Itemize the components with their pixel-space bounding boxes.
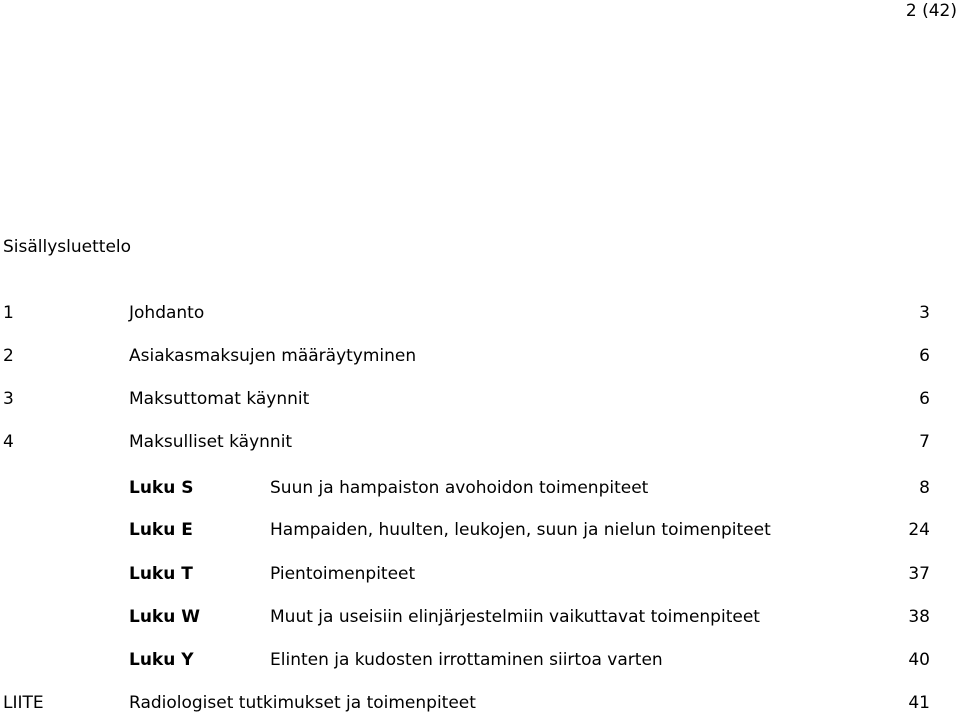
section-page: 24	[908, 520, 930, 540]
section-title: Pientoimenpiteet	[270, 564, 416, 584]
chapter-title: Maksuttomat käynnit	[129, 389, 310, 409]
page-number: 2 (42)	[905, 1, 957, 21]
appendix-label: LIITE	[3, 693, 44, 713]
section-page: 8	[919, 478, 930, 498]
toc-entry-luku-y[interactable]	[0, 649, 960, 671]
toc-heading: Sisällysluettelo	[3, 237, 132, 257]
toc-entry-luku-t[interactable]	[0, 563, 960, 585]
appendix-title: Radiologiset tutkimukset ja toimenpiteet	[129, 693, 476, 713]
chapter-number: 4	[3, 432, 14, 452]
chapter-title: Maksulliset käynnit	[129, 432, 293, 452]
chapter-page: 7	[919, 432, 930, 452]
section-code: Luku W	[129, 607, 201, 627]
section-page: 40	[908, 650, 930, 670]
appendix-page: 41	[908, 693, 930, 713]
section-page: 37	[908, 564, 930, 584]
section-code: Luku E	[129, 520, 193, 540]
chapter-title: Johdanto	[129, 303, 205, 323]
section-code: Luku Y	[129, 650, 194, 670]
section-title: Hampaiden, huulten, leukojen, suun ja nielun toimenpiteet	[270, 520, 771, 540]
toc-entry-luku-s[interactable]	[0, 477, 960, 499]
section-title: Suun ja hampaiston avohoidon toimenpiteet	[270, 478, 649, 498]
toc-entry-chapter-1[interactable]	[0, 302, 960, 324]
toc-entry-luku-w[interactable]	[0, 606, 960, 628]
chapter-number: 3	[3, 389, 14, 409]
section-page: 38	[908, 607, 930, 627]
section-code: Luku T	[129, 564, 193, 584]
toc-entry-chapter-4[interactable]	[0, 431, 960, 453]
section-title: Muut ja useisiin elinjärjestelmiin vaikuttavat toimenpiteet	[270, 607, 760, 627]
toc-entry-chapter-2[interactable]	[0, 345, 960, 367]
chapter-number: 2	[3, 346, 14, 366]
toc-entry-appendix[interactable]	[0, 692, 960, 714]
toc-entry-chapter-3[interactable]	[0, 388, 960, 410]
toc-entry-luku-e[interactable]	[0, 519, 960, 541]
section-title: Elinten ja kudosten irrottaminen siirtoa varten	[270, 650, 663, 670]
chapter-title: Asiakasmaksujen määräytyminen	[129, 346, 417, 366]
chapter-page: 3	[919, 303, 930, 323]
chapter-number: 1	[3, 303, 14, 323]
chapter-page: 6	[919, 389, 930, 409]
section-code: Luku S	[129, 478, 194, 498]
chapter-page: 6	[919, 346, 930, 366]
